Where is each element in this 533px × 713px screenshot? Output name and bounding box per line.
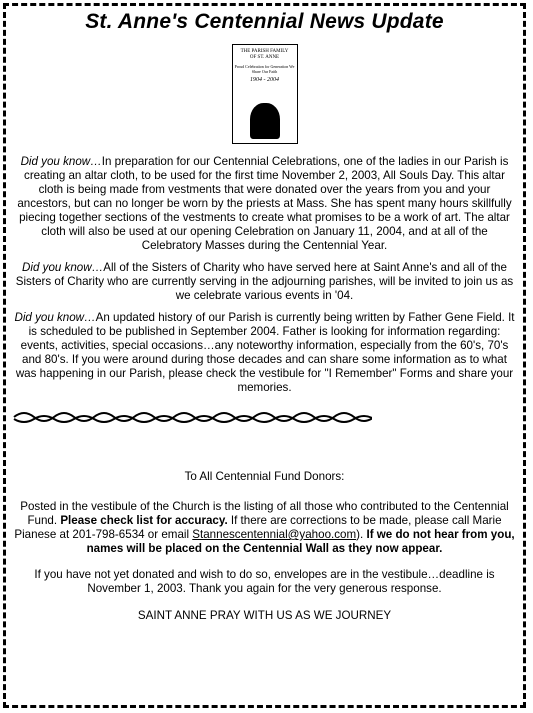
item-altar-cloth: Did you know…In preparation for our Centennial Celebrations, one of the ladies in our Parish is creating an altar cloth, to be used for the first time November 2, 2003, All Souls Day. This altar cloth is being made from vestments that were donated over the years from you and your ancestors, but can no longer be worn by the priests at Mass. She has spent many hours skillfully piecing together sections of the vestments to create what promises to be a work of art. The altar cloth will also be used at our opening Celebration on January 11, 2004, and at all of the Celebratory Masses during the Centennial Year. bbox=[17, 155, 512, 252]
donors-paragraph: Posted in the vestibule of the Church is the listing of all those who contributed to the Centennial Fund. Please check list for accuracy. If there are corrections to be made, please call Marie Pianese at 201-798-6534 or email Stannescentennial@yahoo.com). If we do not hear from you, names will be placed on the Centennial Wall as they now appear. bbox=[14, 500, 515, 555]
booklet-photo bbox=[250, 103, 280, 139]
newsletter bbox=[12, 6, 517, 622]
donors-heading: To All Centennial Fund Donors: bbox=[184, 470, 345, 483]
closing-line: SAINT ANNE PRAY WITH US AS WE JOURNEY bbox=[137, 609, 392, 622]
booklet-cover-image: THE PARISH FAMILY OF ST. ANNE Proud Celebration for Generation We Share Our Faith 1904 - 2004 bbox=[232, 44, 298, 144]
item-sisters: Did you know…All of the Sisters of Charity who have served here at Saint Anne's and all of the Sisters of Charity who are currently serving in the adjourning parishes, will be invited to join us as we celebrate various events in '04. bbox=[15, 261, 514, 302]
donation-deadline-paragraph: If you have not yet donated and wish to do so, envelopes are in the vestibule…deadline is November 1, 2003. Thank you again for the very generous response. bbox=[34, 568, 495, 595]
decorative-divider bbox=[12, 409, 372, 425]
item-history: Did you know…An updated history of our Parish is currently being written by Father Gene Field. It is scheduled to be published in September 2004. Father is looking for information regarding: events, activities, special occasions…any noteworthy information, especially from the 60's, 70's and 80's. If you were around during those decades and can share some information as to what was happening in our Parish, please check the vestibule for "I Remember" Forms and share your memories. bbox=[14, 311, 515, 394]
email-link[interactable]: Stannescentennial@yahoo.com bbox=[192, 528, 357, 541]
page-title: St. Anne's Centennial News Update bbox=[85, 10, 444, 33]
